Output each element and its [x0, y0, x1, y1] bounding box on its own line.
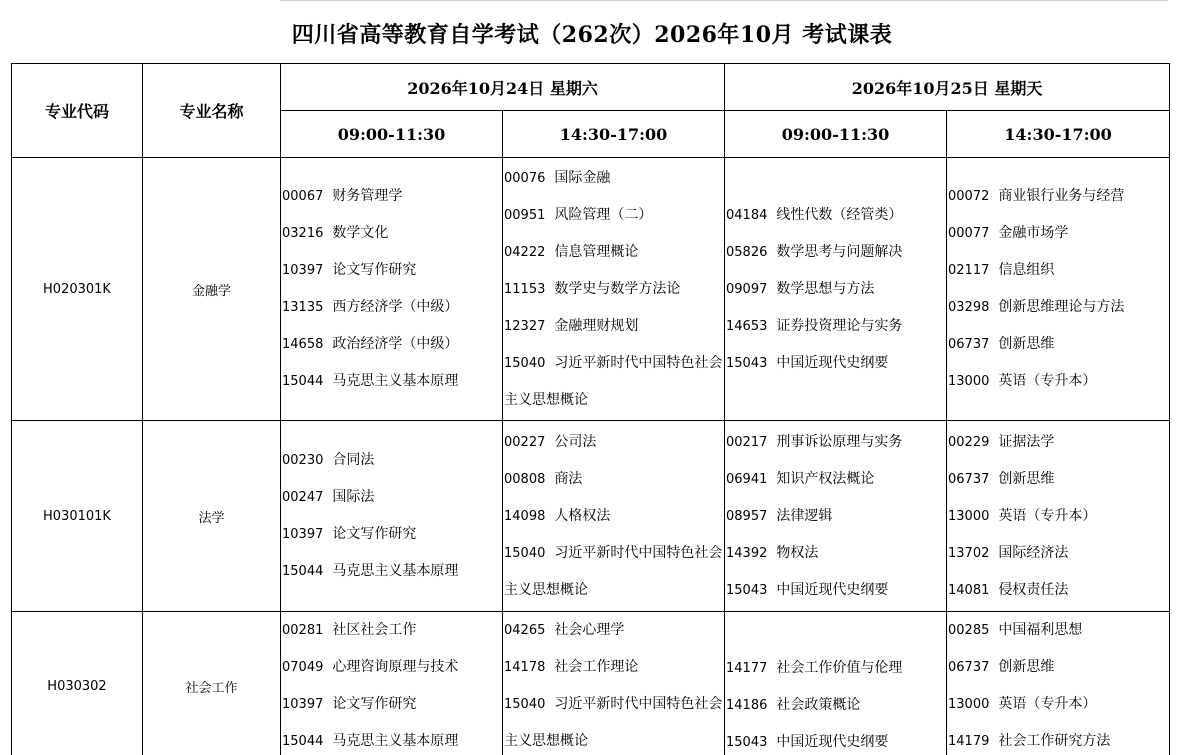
course-code: 07049 — [282, 660, 324, 675]
course-item — [504, 234, 724, 271]
courses-cell — [725, 158, 947, 421]
course-code: 15043 — [726, 582, 768, 598]
course-name: 侵权责任法 — [998, 581, 1069, 598]
course-item — [504, 649, 724, 686]
course-name: 数学文化 — [332, 225, 389, 241]
header-major-code: 专业代码 — [12, 64, 143, 158]
header-day1-morning: 09:00-11:30 — [281, 111, 503, 158]
course-item — [948, 723, 1169, 755]
table-row — [12, 421, 1170, 612]
major-name-cell: 金融学 — [143, 158, 281, 421]
course-item — [504, 345, 724, 418]
course-item — [282, 442, 502, 479]
course-item — [948, 686, 1169, 723]
course-name: 马克思主义基本原理 — [332, 733, 459, 749]
course-name: 合同法 — [332, 452, 375, 468]
course-code: 15043 — [726, 355, 768, 371]
course-name: 中国近现代史纲要 — [776, 581, 889, 598]
major-code-cell: H020301K — [12, 158, 143, 421]
course-code: 00230 — [282, 453, 324, 468]
top-rule — [280, 0, 1168, 1]
course-code: 14179 — [948, 734, 990, 749]
course-name: 社会心理学 — [554, 622, 625, 638]
course-item — [504, 535, 724, 608]
header-day2: 2026年10月25日 星期天 — [725, 64, 1170, 111]
course-item — [726, 535, 946, 572]
exam-schedule-table — [11, 63, 1170, 755]
course-name: 习近平新时代中国特色社会主义思想概论 — [504, 696, 723, 749]
course-name: 西方经济学（中级） — [332, 299, 459, 315]
course-name: 国际金融 — [554, 170, 611, 186]
course-code: 12327 — [504, 319, 546, 334]
major-code-cell: H030302 — [12, 612, 143, 755]
course-item — [726, 461, 946, 498]
course-name: 政治经济学（中级） — [332, 336, 459, 352]
course-item — [282, 723, 502, 755]
course-name: 数学史与数学方法论 — [554, 281, 681, 297]
major-code-cell: H030101K — [12, 421, 143, 612]
course-name: 中国近现代史纲要 — [776, 734, 889, 750]
course-name: 国际经济法 — [998, 544, 1069, 561]
course-code: 00076 — [504, 171, 546, 186]
course-name: 马克思主义基本原理 — [332, 563, 459, 579]
course-name: 商法 — [554, 471, 583, 487]
course-code: 00077 — [948, 226, 990, 241]
course-name: 商业银行业务与经营 — [998, 188, 1125, 204]
course-name: 论文写作研究 — [332, 696, 417, 712]
course-item — [504, 424, 724, 461]
course-code: 13702 — [948, 545, 990, 561]
course-name: 国际法 — [332, 489, 375, 505]
course-name: 马克思主义基本原理 — [332, 373, 459, 389]
course-item — [282, 516, 502, 553]
course-item — [282, 479, 502, 516]
course-name: 财务管理学 — [332, 188, 403, 204]
course-name: 知识产权法概论 — [776, 470, 875, 487]
course-item — [726, 197, 946, 234]
course-item — [948, 649, 1169, 686]
course-code: 04184 — [726, 207, 768, 223]
course-code: 03216 — [282, 226, 324, 241]
course-item — [726, 572, 946, 609]
course-name: 信息组织 — [998, 262, 1055, 278]
course-code: 06737 — [948, 337, 990, 352]
course-code: 11153 — [504, 282, 546, 297]
courses-cell — [281, 158, 503, 421]
course-code: 10397 — [282, 263, 324, 278]
course-code: 14081 — [948, 582, 990, 598]
course-code: 09097 — [726, 281, 768, 297]
course-name: 金融理财规划 — [554, 318, 639, 334]
course-item — [504, 308, 724, 345]
course-code: 13000 — [948, 508, 990, 524]
course-code: 00247 — [282, 490, 324, 505]
course-item — [948, 461, 1169, 498]
course-name: 社会工作研究方法 — [998, 733, 1111, 749]
course-name: 人格权法 — [554, 508, 611, 524]
course-item — [282, 289, 502, 326]
course-item — [948, 363, 1169, 400]
course-name: 创新思维 — [998, 659, 1055, 675]
courses-cell — [281, 612, 503, 755]
course-item — [504, 271, 724, 308]
course-item — [504, 461, 724, 498]
course-code: 00067 — [282, 189, 324, 204]
course-name: 创新思维理论与方法 — [998, 299, 1125, 315]
course-code: 14098 — [504, 509, 546, 524]
course-code: 06941 — [726, 471, 768, 487]
course-code: 10397 — [282, 697, 324, 712]
course-name: 英语（专升本） — [998, 507, 1097, 524]
course-code: 14392 — [726, 545, 768, 561]
course-name: 论文写作研究 — [332, 526, 417, 542]
course-item — [948, 178, 1169, 215]
course-item — [726, 498, 946, 535]
course-item — [282, 612, 502, 649]
course-item — [282, 649, 502, 686]
course-code: 14186 — [726, 698, 768, 713]
course-item — [282, 686, 502, 723]
course-item — [282, 326, 502, 363]
course-name: 社会工作理论 — [554, 659, 639, 675]
page-title: 四川省高等教育自学考试（262次）2026年10月 考试课表 — [291, 22, 893, 48]
course-name: 物权法 — [776, 544, 819, 561]
course-code: 00072 — [948, 189, 990, 204]
course-code: 13000 — [948, 374, 990, 389]
course-name: 习近平新时代中国特色社会主义思想概论 — [504, 355, 723, 408]
course-name: 英语（专升本） — [998, 373, 1097, 389]
course-code: 15043 — [726, 735, 768, 750]
courses-cell — [503, 158, 725, 421]
course-item — [504, 160, 724, 197]
course-item — [948, 612, 1169, 649]
courses-cell — [725, 421, 947, 612]
course-name: 风险管理（二） — [554, 207, 653, 223]
table-row — [12, 158, 1170, 421]
courses-cell — [281, 421, 503, 612]
course-name: 中国福利思想 — [998, 622, 1083, 638]
major-name-cell: 社会工作 — [143, 612, 281, 755]
course-code: 05826 — [726, 244, 768, 260]
course-name: 数学思想与方法 — [776, 280, 875, 297]
header-day2-afternoon: 14:30-17:00 — [947, 111, 1170, 158]
course-code: 00808 — [504, 472, 546, 487]
header-major-name: 专业名称 — [143, 64, 281, 158]
course-code: 15044 — [282, 564, 324, 579]
course-code: 13135 — [282, 300, 324, 315]
major-name-cell: 法学 — [143, 421, 281, 612]
course-name: 心理咨询原理与技术 — [332, 659, 459, 675]
courses-cell — [503, 421, 725, 612]
course-name: 金融市场学 — [998, 225, 1069, 241]
course-item — [948, 535, 1169, 572]
table-row — [12, 612, 1170, 755]
header-day1: 2026年10月24日 星期六 — [281, 64, 725, 111]
course-item — [504, 612, 724, 649]
courses-cell — [947, 612, 1170, 755]
course-code: 04222 — [504, 245, 546, 260]
course-name: 信息管理概论 — [554, 244, 639, 260]
course-item — [282, 363, 502, 400]
course-name: 数学思考与问题解决 — [776, 243, 903, 260]
course-item — [948, 424, 1169, 461]
course-item — [726, 271, 946, 308]
course-code: 14178 — [504, 660, 546, 675]
course-code: 15044 — [282, 374, 324, 389]
course-code: 15040 — [504, 356, 546, 371]
courses-cell — [503, 612, 725, 755]
course-code: 04265 — [504, 623, 546, 638]
course-name: 线性代数（经管类） — [776, 206, 903, 223]
course-code: 13000 — [948, 697, 990, 712]
course-item — [948, 215, 1169, 252]
course-item — [504, 498, 724, 535]
course-item — [726, 687, 946, 724]
course-code: 15040 — [504, 546, 546, 561]
course-name: 法律逻辑 — [776, 507, 833, 524]
course-code: 06737 — [948, 660, 990, 675]
course-item — [282, 252, 502, 289]
course-name: 社会政策概论 — [776, 697, 861, 713]
course-name: 刑事诉讼原理与实务 — [776, 433, 903, 450]
course-code: 14653 — [726, 318, 768, 334]
courses-cell — [947, 158, 1170, 421]
course-item — [726, 724, 946, 755]
course-code: 15040 — [504, 697, 546, 712]
course-item — [948, 326, 1169, 363]
course-name: 社区社会工作 — [332, 622, 417, 638]
course-name: 论文写作研究 — [332, 262, 417, 278]
course-item — [948, 289, 1169, 326]
course-name: 创新思维 — [998, 470, 1055, 487]
course-item — [948, 572, 1169, 609]
course-item — [948, 252, 1169, 289]
header-day1-afternoon: 14:30-17:00 — [503, 111, 725, 158]
course-code: 00951 — [504, 208, 546, 223]
course-code: 03298 — [948, 300, 990, 315]
course-code: 06737 — [948, 471, 990, 487]
course-item — [726, 234, 946, 271]
course-item — [504, 686, 724, 755]
courses-cell — [725, 612, 947, 755]
course-item — [504, 197, 724, 234]
course-code: 14658 — [282, 337, 324, 352]
course-item — [726, 650, 946, 687]
course-name: 英语（专升本） — [998, 696, 1097, 712]
course-item — [948, 498, 1169, 535]
course-name: 创新思维 — [998, 336, 1055, 352]
course-code: 00285 — [948, 623, 990, 638]
course-name: 证据法学 — [998, 433, 1055, 450]
course-item — [282, 553, 502, 590]
course-code: 14177 — [726, 661, 768, 676]
course-name: 习近平新时代中国特色社会主义思想概论 — [504, 545, 723, 598]
course-item — [726, 345, 946, 382]
course-code: 02117 — [948, 263, 990, 278]
course-name: 公司法 — [554, 434, 597, 450]
course-code: 00217 — [726, 434, 768, 450]
course-code: 10397 — [282, 527, 324, 542]
course-name: 社会工作价值与伦理 — [776, 660, 903, 676]
course-item — [282, 178, 502, 215]
course-code: 00227 — [504, 435, 546, 450]
courses-cell — [947, 421, 1170, 612]
course-item — [726, 308, 946, 345]
course-code: 08957 — [726, 508, 768, 524]
course-code: 00229 — [948, 434, 990, 450]
course-name: 中国近现代史纲要 — [776, 354, 889, 371]
course-code: 00281 — [282, 623, 324, 638]
course-item — [726, 424, 946, 461]
course-name: 证券投资理论与实务 — [776, 317, 903, 334]
header-day2-morning: 09:00-11:30 — [725, 111, 947, 158]
course-code: 15044 — [282, 734, 324, 749]
course-item — [282, 215, 502, 252]
